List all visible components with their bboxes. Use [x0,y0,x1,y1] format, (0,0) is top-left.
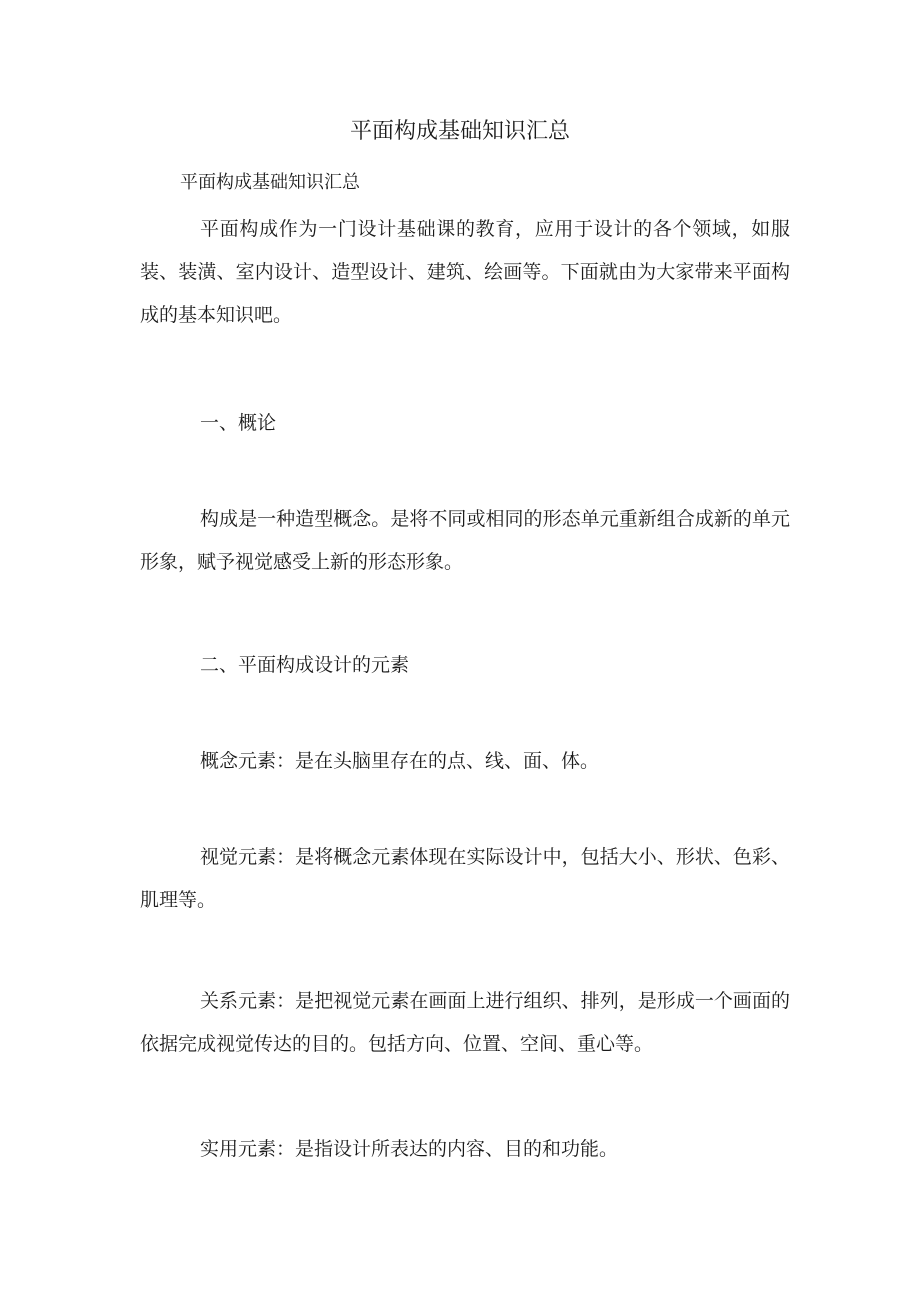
intro-paragraph: 平面构成作为一门设计基础课的教育，应用于设计的各个领域，如服装、装潢、室内设计、造型设计、建筑、绘画等。下面就由为大家带来平面构成的基本知识吧。 [140,218,790,326]
overview-paragraph: 构成是一种造型概念。是将不同或相同的形态单元重新组合成新的单元形象，赋予视觉感受上新的形态形象。 [140,508,790,573]
concept-element-paragraph: 概念元素：是在头脑里存在的点、线、面、体。 [200,750,600,772]
document-subtitle: 平面构成基础知识汇总 [180,172,360,193]
section-heading-overview: 一、概论 [200,412,277,434]
relation-element-paragraph: 关系元素：是把视觉元素在画面上进行组织、排列，是形成一个画面的依据完成视觉传达的目的。包括方向、位置、空间、重心等。 [140,990,790,1055]
document-title: 平面构成基础知识汇总 [349,119,570,144]
section-heading-elements: 二、平面构成设计的元素 [200,654,410,676]
practical-element-paragraph: 实用元素：是指设计所表达的内容、目的和功能。 [200,1138,619,1160]
visual-element-paragraph: 视觉元素：是将概念元素体现在实际设计中，包括大小、形状、色彩、肌理等。 [140,846,790,911]
